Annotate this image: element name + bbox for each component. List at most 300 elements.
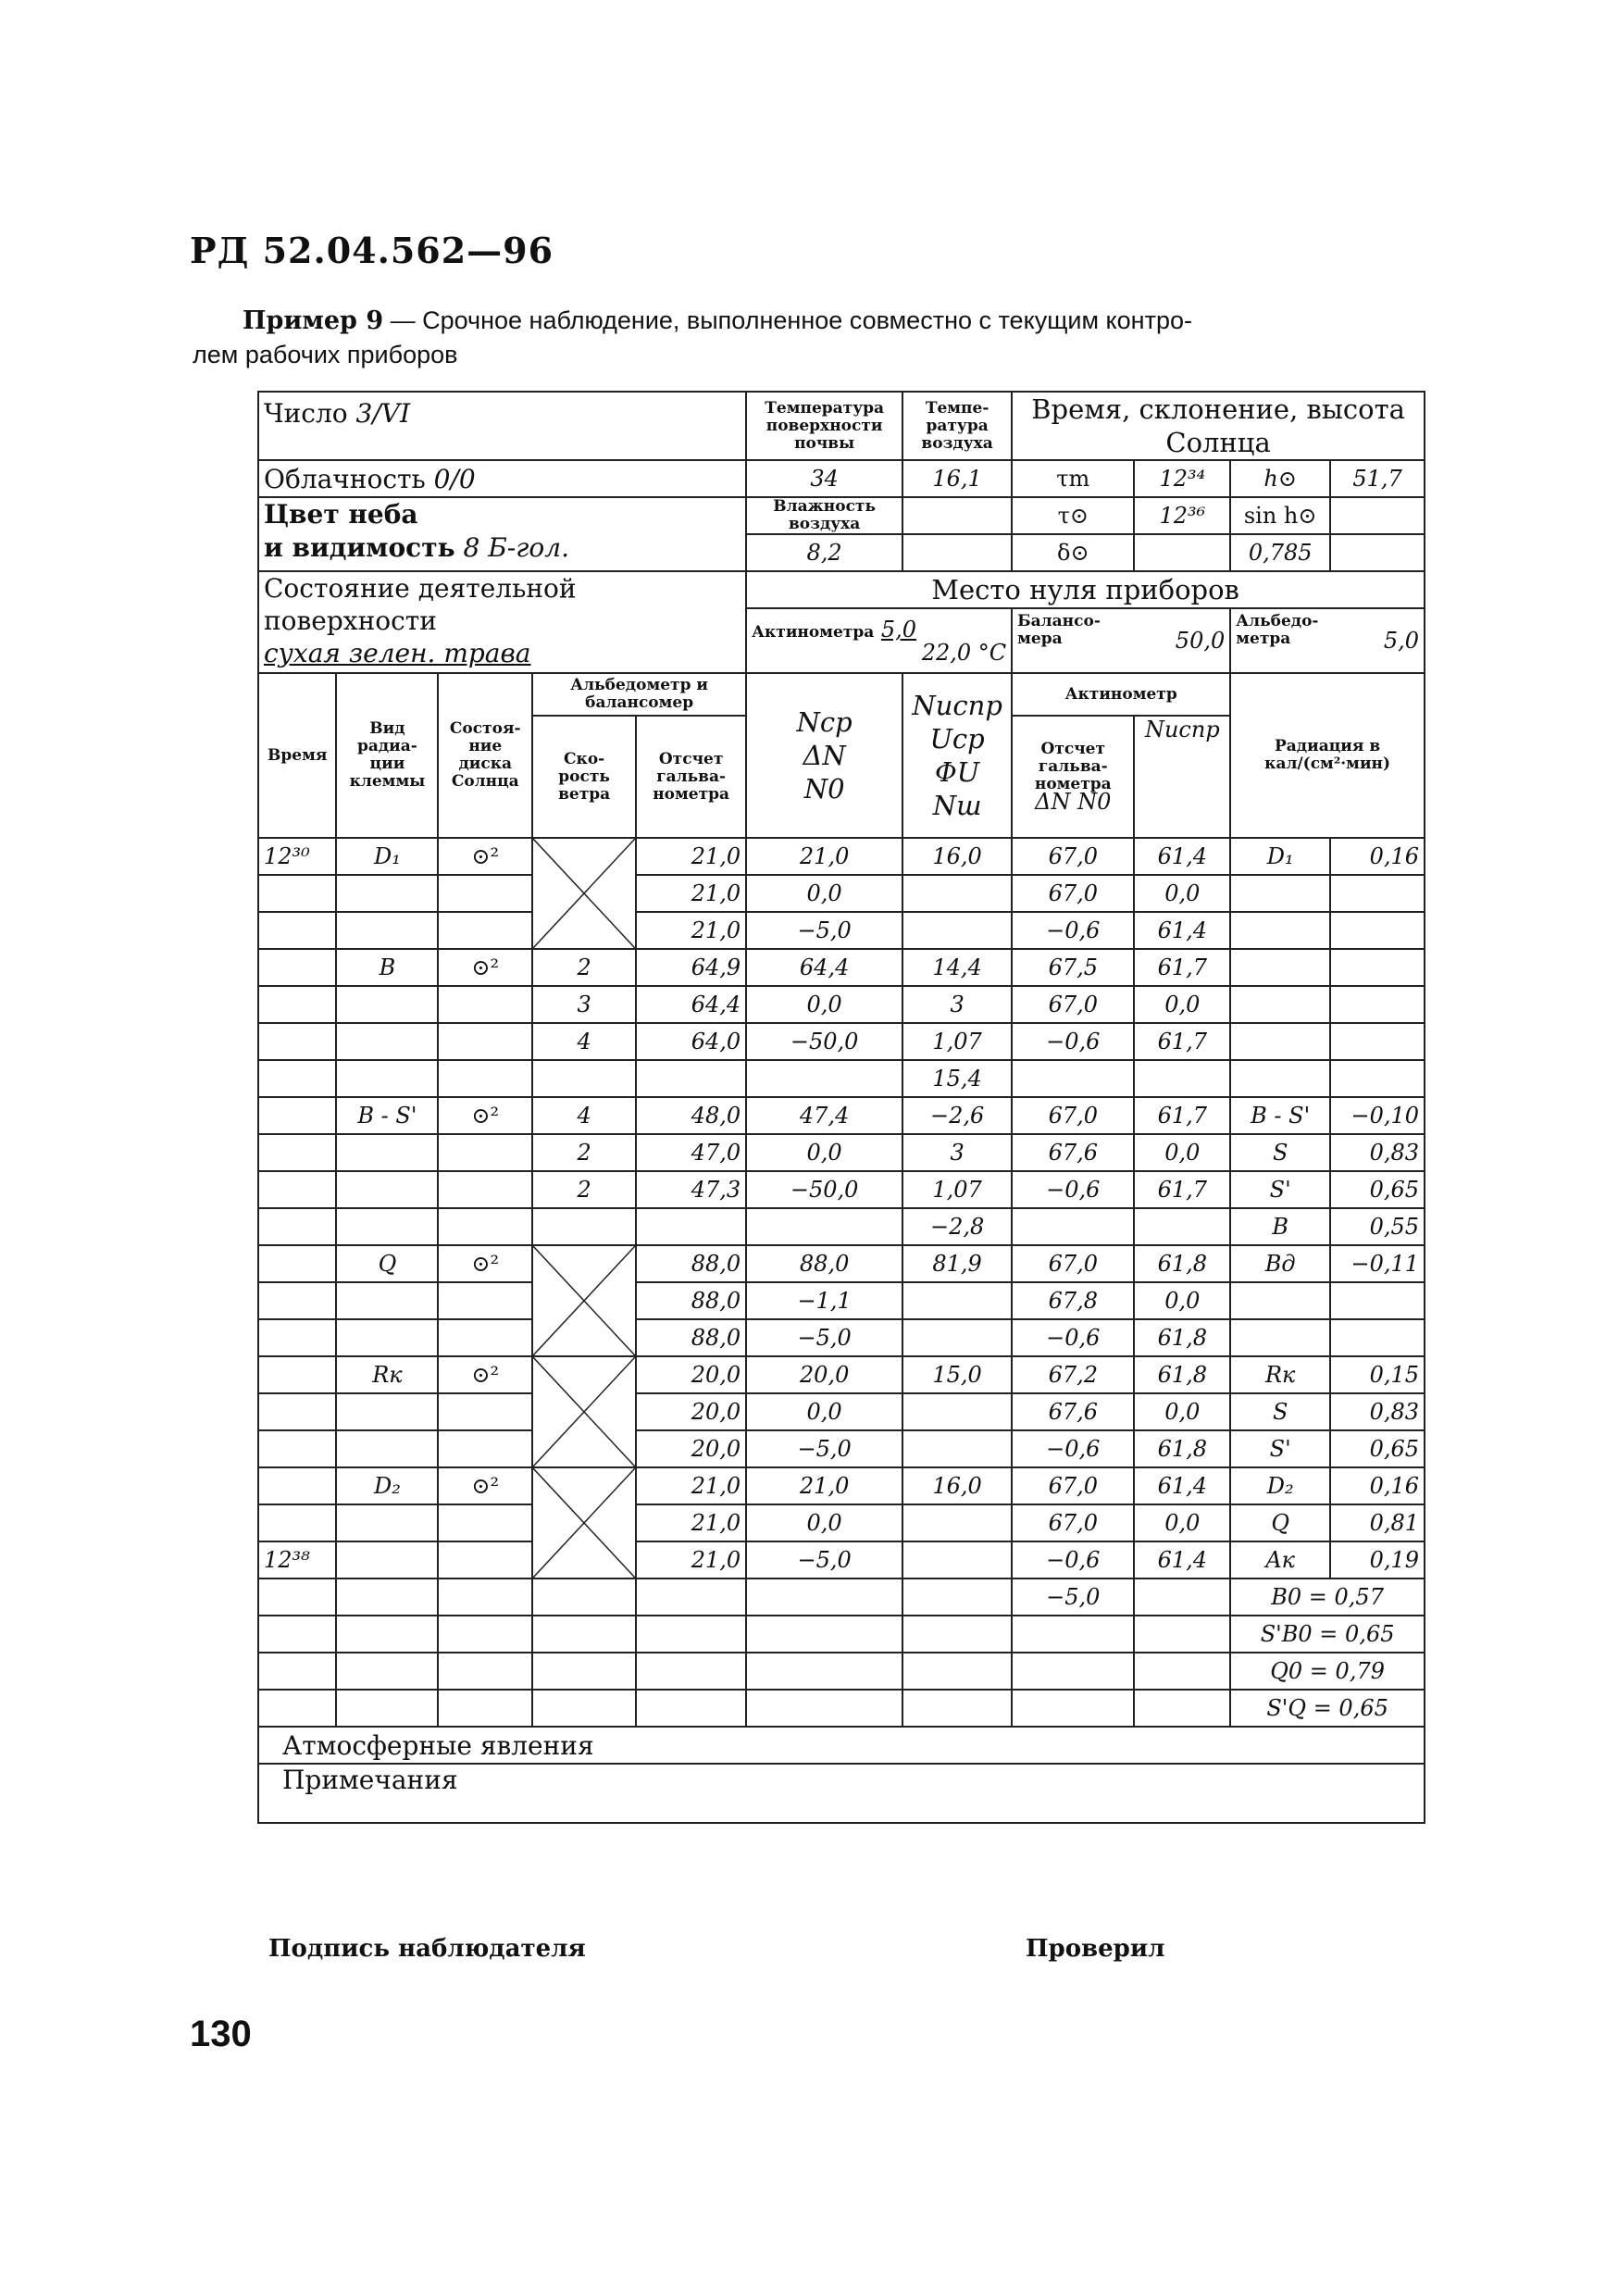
fu-label: ΦU: [935, 756, 980, 788]
ncp-label: Nср: [796, 706, 853, 738]
cell-k: [336, 986, 438, 1023]
col-nispr: [902, 673, 1012, 838]
cross-mark-icon: [533, 1468, 635, 1578]
cell-g: 64,4: [636, 986, 746, 1023]
table-row: [258, 1208, 1425, 1245]
cell-k: B - S': [336, 1097, 438, 1134]
cell-n: −5,0: [746, 1319, 902, 1356]
cell-k: [336, 1060, 438, 1097]
cell-t: [258, 1171, 336, 1208]
balance-zero-label: Балансо- мера: [1017, 612, 1101, 648]
actinometer-zero-label: Актинометра: [752, 622, 875, 642]
cell-rv: 0,81: [1330, 1504, 1425, 1541]
table-row: [258, 912, 1425, 949]
cell-b: 0,0: [1134, 986, 1230, 1023]
page-number: 130: [190, 2014, 252, 2054]
empty-cell: [1330, 534, 1425, 571]
cell-b: 61,4: [1134, 1541, 1230, 1578]
cell-k: [336, 1208, 438, 1245]
cell-a: 67,5: [1012, 949, 1134, 986]
delta-label: δ⊙: [1012, 534, 1134, 571]
cell-t: 12³⁸: [258, 1541, 336, 1578]
cell-s: [438, 1023, 532, 1060]
cell-s: [438, 1208, 532, 1245]
col-wind: Ско- рость ветра: [532, 716, 636, 838]
visibility-label: и видимость: [264, 532, 455, 563]
example-caption: [193, 304, 1418, 371]
cell-b: 61,4: [1134, 838, 1230, 875]
cell-k: Q: [336, 1245, 438, 1282]
delta-value: 0,785: [1230, 534, 1330, 571]
phenomena-row: Атмосферные явления: [258, 1727, 1425, 1764]
cell-w: 2: [532, 1134, 636, 1171]
cell-n: [746, 1060, 902, 1097]
table-row: [258, 1023, 1425, 1060]
cell-a: 67,0: [1012, 1467, 1134, 1504]
tau-sun-label: τ⊙: [1012, 497, 1134, 534]
tau-sun-value: 12³⁶: [1134, 497, 1230, 534]
cell-b: 0,0: [1134, 875, 1230, 912]
h-sun-value: 51,7: [1330, 460, 1425, 497]
cell-b: 61,7: [1134, 949, 1230, 986]
cell-u: [902, 1541, 1012, 1578]
surface-value: сухая зелен. трава: [264, 638, 531, 668]
cell-u: −2,6: [902, 1097, 1012, 1134]
humidity-header: Влажность воздуха: [746, 497, 902, 534]
cell-rv: [1330, 912, 1425, 949]
cell-t: [258, 1393, 336, 1430]
cell-t: 12³⁰: [258, 838, 336, 875]
table-row: [258, 1653, 1425, 1690]
cell-a: 67,0: [1012, 875, 1134, 912]
cell-n: 20,0: [746, 1356, 902, 1393]
cell-k: [336, 1319, 438, 1356]
cell-rl: B0 = 0,57: [1230, 1578, 1425, 1616]
actinometer-zero-cell: [746, 608, 1012, 673]
date-value: 3/VI: [355, 398, 411, 429]
cell-a: 67,0: [1012, 986, 1134, 1023]
cell-k: D₁: [336, 838, 438, 875]
cell-w: [532, 1690, 636, 1727]
cell-u: [902, 1430, 1012, 1467]
cell-u: 14,4: [902, 949, 1012, 986]
cell-g: 64,9: [636, 949, 746, 986]
cell-s: [438, 986, 532, 1023]
cell-k: [336, 1134, 438, 1171]
cell-u: [902, 912, 1012, 949]
crossed-out-cell: [532, 838, 636, 949]
cell-s: [438, 1393, 532, 1430]
cell-b: [1134, 1616, 1230, 1653]
cell-s: ⊙²: [438, 949, 532, 986]
cell-rv: [1330, 875, 1425, 912]
cell-b: 61,7: [1134, 1171, 1230, 1208]
col-state: Состоя- ние диска Солнца: [438, 673, 532, 838]
cell-b: 61,7: [1134, 1023, 1230, 1060]
cell-rl: [1230, 1060, 1330, 1097]
col-ncp: [746, 673, 902, 838]
cell-t: [258, 1653, 336, 1690]
cell-s: ⊙²: [438, 1467, 532, 1504]
cell-rl: B: [1230, 1208, 1330, 1245]
table-row: [258, 1467, 1425, 1504]
cell-k: [336, 1616, 438, 1653]
cell-n: −5,0: [746, 1541, 902, 1578]
cell-rl: [1230, 986, 1330, 1023]
cell-s: [438, 1060, 532, 1097]
cell-b: 0,0: [1134, 1504, 1230, 1541]
cell-rl: S'Q = 0,65: [1230, 1690, 1425, 1727]
cell-k: [336, 1504, 438, 1541]
empty-cell: [1134, 534, 1230, 571]
cell-rl: [1230, 1282, 1330, 1319]
cell-rv: −0,10: [1330, 1097, 1425, 1134]
cell-u: 1,07: [902, 1171, 1012, 1208]
table-row: [258, 1282, 1425, 1319]
cell-g: 21,0: [636, 1541, 746, 1578]
cell-t: [258, 1134, 336, 1171]
cell-t: [258, 1690, 336, 1727]
cell-rl: D₂: [1230, 1467, 1330, 1504]
cell-rv: 0,83: [1330, 1393, 1425, 1430]
checked-label: Проверил: [1026, 1935, 1165, 1963]
dn-label: ΔN: [803, 740, 846, 771]
col-act-galv: [1012, 716, 1134, 838]
cell-g: 21,0: [636, 875, 746, 912]
cell-a: 67,2: [1012, 1356, 1134, 1393]
cell-g: 88,0: [636, 1319, 746, 1356]
cell-k: Rк: [336, 1356, 438, 1393]
cell-n: [746, 1578, 902, 1616]
cell-t: [258, 1060, 336, 1097]
cell-k: [336, 1171, 438, 1208]
table-row: [258, 1541, 1425, 1578]
cell-t: [258, 1430, 336, 1467]
cell-rl: [1230, 1023, 1330, 1060]
cell-n: −5,0: [746, 1430, 902, 1467]
cell-t: [258, 949, 336, 986]
table-row: [258, 1616, 1425, 1653]
albedo-zero-cell: [1230, 608, 1425, 673]
balance-zero-value: 50,0: [1175, 628, 1226, 654]
col-kind: Вид радиа- ции клеммы: [336, 673, 438, 838]
ucp-label: Uср: [929, 723, 985, 755]
cell-g: [636, 1208, 746, 1245]
cell-rv: 0,55: [1330, 1208, 1425, 1245]
cell-b: 61,7: [1134, 1097, 1230, 1134]
cell-b: [1134, 1208, 1230, 1245]
cell-k: D₂: [336, 1467, 438, 1504]
cell-w: [532, 1616, 636, 1653]
cell-rl: B - S': [1230, 1097, 1330, 1134]
nispr-label: Nиспр: [912, 690, 1002, 721]
cell-t: [258, 1578, 336, 1616]
cell-g: 64,0: [636, 1023, 746, 1060]
cell-a: [1012, 1690, 1134, 1727]
cell-s: [438, 875, 532, 912]
cell-rl: Aк: [1230, 1541, 1330, 1578]
cell-a: [1012, 1060, 1134, 1097]
cell-u: 3: [902, 1134, 1012, 1171]
col-time: Время: [258, 673, 336, 838]
cell-n: [746, 1690, 902, 1727]
cell-b: 0,0: [1134, 1282, 1230, 1319]
observer-signature-label: Подпись наблюдателя: [268, 1935, 586, 1963]
cell-t: [258, 1208, 336, 1245]
cell-b: 0,0: [1134, 1134, 1230, 1171]
cell-rl: [1230, 875, 1330, 912]
cell-n: 47,4: [746, 1097, 902, 1134]
date-cell: [258, 392, 746, 460]
cell-rv: 0,16: [1330, 1467, 1425, 1504]
cell-n: −5,0: [746, 912, 902, 949]
cloud-cell: [258, 460, 746, 497]
tau-m-value: 12³⁴: [1134, 460, 1230, 497]
cell-s: [438, 1616, 532, 1653]
cell-g: 20,0: [636, 1356, 746, 1393]
cell-u: 3: [902, 986, 1012, 1023]
cell-a: 67,6: [1012, 1134, 1134, 1171]
cell-g: 88,0: [636, 1245, 746, 1282]
col-actinometer: Актинометр: [1012, 673, 1230, 716]
cell-rl: S': [1230, 1171, 1330, 1208]
cell-u: [902, 1653, 1012, 1690]
cell-g: 21,0: [636, 1467, 746, 1504]
cell-g: 21,0: [636, 1504, 746, 1541]
cell-u: 15,4: [902, 1060, 1012, 1097]
cross-mark-icon: [533, 1357, 635, 1466]
table-row: [258, 986, 1425, 1023]
cell-k: [336, 1690, 438, 1727]
table-row: [258, 949, 1425, 986]
caption-continuation: лем рабочих приборов: [193, 341, 458, 368]
observation-table: [257, 391, 1425, 1824]
col-act-nispr: Nиспр: [1134, 716, 1230, 838]
cell-k: [336, 1541, 438, 1578]
cell-s: ⊙²: [438, 1356, 532, 1393]
actinometer-zero-value-2: 22,0 °С: [921, 639, 1007, 666]
cell-t: [258, 986, 336, 1023]
sky-label: Цвет неба: [264, 499, 418, 530]
cell-a: −0,6: [1012, 1541, 1134, 1578]
cell-rl: Bд: [1230, 1245, 1330, 1282]
soil-temp-header: Температура поверхности почвы: [746, 392, 902, 460]
cloud-value: 0/0: [433, 463, 476, 494]
cell-k: [336, 1393, 438, 1430]
cell-a: −5,0: [1012, 1578, 1134, 1616]
cell-u: 1,07: [902, 1023, 1012, 1060]
cell-b: [1134, 1060, 1230, 1097]
surface-cell: [258, 571, 746, 673]
cell-rl: [1230, 949, 1330, 986]
cross-mark-icon: [533, 839, 635, 948]
table-row: [258, 1393, 1425, 1430]
cell-g: [636, 1060, 746, 1097]
crossed-out-cell: [532, 1245, 636, 1356]
cell-s: [438, 1319, 532, 1356]
actinometer-zero-value-1: 5,0: [880, 616, 917, 643]
cell-b: 0,0: [1134, 1393, 1230, 1430]
cell-u: [902, 1616, 1012, 1653]
cell-rv: 0,83: [1330, 1134, 1425, 1171]
table-row: [258, 1578, 1425, 1616]
cell-n: 0,0: [746, 1393, 902, 1430]
cell-k: [336, 1653, 438, 1690]
cell-u: [902, 1578, 1012, 1616]
cell-u: 16,0: [902, 1467, 1012, 1504]
cell-s: [438, 1171, 532, 1208]
table-row: [258, 1319, 1425, 1356]
cell-g: 20,0: [636, 1393, 746, 1430]
cell-a: [1012, 1616, 1134, 1653]
cell-g: [636, 1653, 746, 1690]
cell-rv: [1330, 1319, 1425, 1356]
cell-t: [258, 1282, 336, 1319]
cell-w: [532, 1060, 636, 1097]
cell-rv: [1330, 986, 1425, 1023]
cell-u: [902, 1504, 1012, 1541]
cell-w: 3: [532, 986, 636, 1023]
col-albedo-group: Альбедометр и балансомер: [532, 673, 746, 716]
cell-rl: D₁: [1230, 838, 1330, 875]
cell-b: 61,8: [1134, 1430, 1230, 1467]
notes-row: Примечания: [258, 1764, 1425, 1823]
caption-text: — Срочное наблюдение, выполненное совместно с текущим контро-: [383, 306, 1192, 334]
table-row: [258, 1430, 1425, 1467]
cell-n: [746, 1616, 902, 1653]
cell-rv: 0,65: [1330, 1171, 1425, 1208]
table-row: [258, 875, 1425, 912]
cell-rl: Q0 = 0,79: [1230, 1653, 1425, 1690]
cell-n: 0,0: [746, 1134, 902, 1171]
cell-s: [438, 1653, 532, 1690]
col-radiation: Радиация в кал/(см²·мин): [1230, 673, 1425, 838]
cell-b: [1134, 1690, 1230, 1727]
cell-rl: S': [1230, 1430, 1330, 1467]
cell-rv: 0,65: [1330, 1430, 1425, 1467]
sky-cell: [258, 497, 746, 571]
balance-zero-cell: [1012, 608, 1230, 673]
cloud-label: Облачность: [264, 463, 426, 494]
cell-k: B: [336, 949, 438, 986]
cell-b: 61,8: [1134, 1245, 1230, 1282]
cell-u: [902, 1393, 1012, 1430]
visibility-value: 8 Б-гол.: [463, 532, 569, 563]
cell-t: [258, 912, 336, 949]
cell-a: −0,6: [1012, 1430, 1134, 1467]
cell-s: [438, 1690, 532, 1727]
n0-label: N0: [803, 773, 845, 805]
cell-n: −50,0: [746, 1023, 902, 1060]
air-temp-header: Темпе- ратура воздуха: [902, 392, 1012, 460]
cell-n: 64,4: [746, 949, 902, 986]
table-row: [258, 1171, 1425, 1208]
cell-w: 4: [532, 1023, 636, 1060]
date-label: Число: [264, 398, 348, 429]
table-row: [258, 1245, 1425, 1282]
data-rows: [258, 838, 1425, 1727]
cell-s: ⊙²: [438, 838, 532, 875]
cell-w: 2: [532, 1171, 636, 1208]
cell-a: 67,6: [1012, 1393, 1134, 1430]
cell-s: [438, 1282, 532, 1319]
cell-s: [438, 1134, 532, 1171]
caption-lead: Пример 9: [243, 306, 384, 335]
cell-u: −2,8: [902, 1208, 1012, 1245]
cell-rv: 0,16: [1330, 838, 1425, 875]
empty-cell: [902, 534, 1012, 571]
cell-u: 15,0: [902, 1356, 1012, 1393]
cell-s: [438, 1504, 532, 1541]
cell-rl: [1230, 912, 1330, 949]
cell-g: [636, 1616, 746, 1653]
cell-t: [258, 1504, 336, 1541]
cell-n: 88,0: [746, 1245, 902, 1282]
h-sun-label: h⊙: [1230, 460, 1330, 497]
cell-w: 2: [532, 949, 636, 986]
sinh-label: sin h⊙: [1230, 497, 1330, 534]
cell-u: 81,9: [902, 1245, 1012, 1282]
cell-b: [1134, 1653, 1230, 1690]
albedo-zero-value: 5,0: [1383, 628, 1419, 654]
cell-rv: [1330, 1023, 1425, 1060]
cell-g: 21,0: [636, 912, 746, 949]
nsh-label: Nш: [932, 790, 982, 821]
table-row: [258, 838, 1425, 875]
cell-rv: −0,11: [1330, 1245, 1425, 1282]
cell-b: 61,4: [1134, 912, 1230, 949]
soil-temp-value: 34: [746, 460, 902, 497]
table-row: [258, 1060, 1425, 1097]
cell-n: 21,0: [746, 838, 902, 875]
cell-n: [746, 1208, 902, 1245]
cell-rl: Q: [1230, 1504, 1330, 1541]
cell-k: [336, 875, 438, 912]
cell-t: [258, 1023, 336, 1060]
cell-k: [336, 912, 438, 949]
cell-b: [1134, 1578, 1230, 1616]
cell-rv: [1330, 1282, 1425, 1319]
cell-rl: [1230, 1319, 1330, 1356]
cell-w: 4: [532, 1097, 636, 1134]
act-dn-label: ΔN N0: [1035, 788, 1112, 815]
cell-k: [336, 1282, 438, 1319]
humidity-value: 8,2: [746, 534, 902, 571]
cell-a: 67,0: [1012, 838, 1134, 875]
table-row: [258, 1690, 1425, 1727]
cell-t: [258, 1097, 336, 1134]
cell-s: ⊙²: [438, 1097, 532, 1134]
cell-n: 0,0: [746, 986, 902, 1023]
act-galv-label: Отсчет гальва- нометра: [1034, 739, 1112, 793]
cell-g: 20,0: [636, 1430, 746, 1467]
cell-s: [438, 1578, 532, 1616]
cell-n: 21,0: [746, 1467, 902, 1504]
cell-t: [258, 875, 336, 912]
cell-a: −0,6: [1012, 1023, 1134, 1060]
cell-n: −1,1: [746, 1282, 902, 1319]
cell-rv: [1330, 1060, 1425, 1097]
crossed-out-cell: [532, 1356, 636, 1467]
cell-a: −0,6: [1012, 912, 1134, 949]
cell-u: [902, 875, 1012, 912]
air-temp-value: 16,1: [902, 460, 1012, 497]
cell-n: [746, 1653, 902, 1690]
cell-rl: S'B0 = 0,65: [1230, 1616, 1425, 1653]
cell-s: [438, 1541, 532, 1578]
table-row: [258, 1356, 1425, 1393]
surface-label-1: Состояние деятельной: [264, 573, 577, 604]
